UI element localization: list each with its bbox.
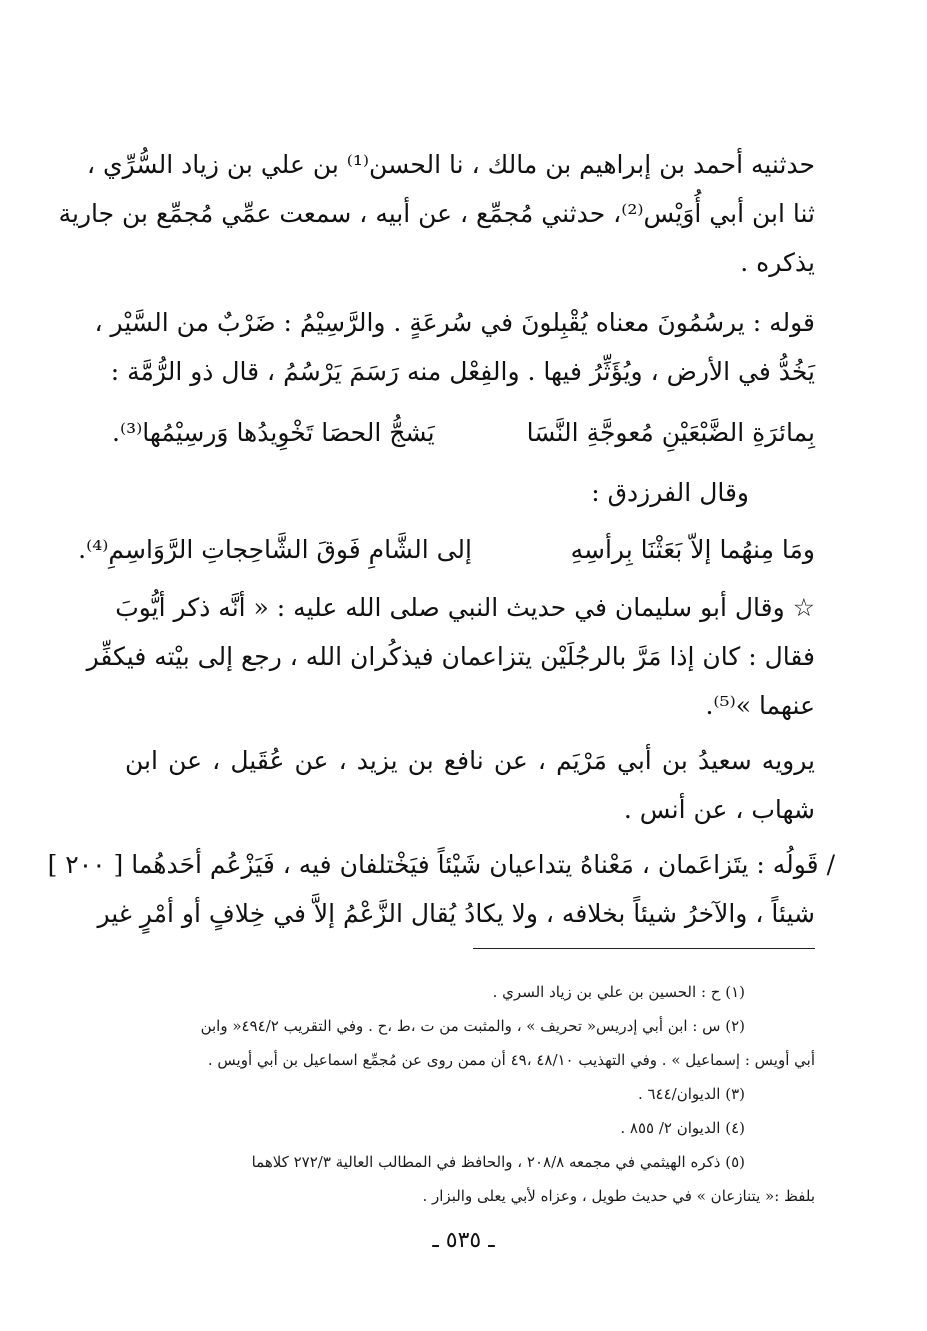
text-line: فقال : كان إذا مَرَّ بالرجُلَيْن يتزاعمان فيذكُران الله ، رجع إلى بيْته فيكفِّر xyxy=(86,642,815,671)
footnote-separator xyxy=(473,948,815,949)
farazdaq-intro: وقال الفرزدق : xyxy=(591,478,749,507)
text-line: يرويه سعيدُ بن أبي مَرْيَم ، عن نافع بن يزيد ، عن عُقَيل ، عن ابن xyxy=(125,746,815,775)
text-line: عنهما »⁽⁵⁾. xyxy=(705,691,815,720)
paragraph-ayyub-hadith xyxy=(86,593,815,723)
verse2-second-hemistich: إلى الشَّامِ فَوقَ الشَّاحِجاتِ الرَّوَاسِمِ⁽⁴⁾. xyxy=(78,535,472,564)
paragraph-yarsumun xyxy=(94,308,815,389)
footnote-2-continued: أبي أويس : إسماعيل » . وفي التهذيب ٤٨/١٠ ،٤٩ أن ممن روى عن مُجمِّع اسماعيل بن أبي أويس . xyxy=(207,1051,815,1069)
text-line: / قَولُه : يتَزاعَمان ، مَعْناهُ يتداعيان شَيْئاً فيَخْتلفان فيه ، فَيَزْعُم أحَدهُما [ ٢٠٠ ] xyxy=(47,850,835,879)
text-line: ثنا ابن أبي أُوَيْس⁽²⁾، حدثني مُجمِّع ، عن أبيه ، سمعت عمِّي مُجمِّع بن جارية xyxy=(58,199,815,228)
text-line: شيئاً ، والآخرُ شيئاً بخلافه ، ولا يكادُ يُقال الزَّعْمُ إلاَّ في خِلافٍ أو أمْرٍ غير xyxy=(97,899,815,928)
footnote-5-continued: بلفظ :« يتنازعان » في حديث طويل ، وعزاه لأبي يعلى والبزار . xyxy=(422,1187,815,1205)
page-number: ـ ٥٣٥ ـ xyxy=(432,1228,495,1253)
paragraph-narration xyxy=(125,748,815,827)
text-line: شهاب ، عن أنس . xyxy=(623,795,815,824)
verse2-first-hemistich: ومَا مِنهُما إلاّ بَعَثْنَا بِرأسِهِ xyxy=(570,535,815,564)
footnote-2: (٢) س : ابن أبي إدريس« تحريف » ، والمثبت من ت ،ط ،ح . وفي التقريب ٤٩٤/٢« وابن xyxy=(200,1017,745,1035)
text-line: حدثنيه أحمد بن إبراهيم بن مالك ، نا الحسن⁽¹⁾ بن علي بن زياد السُّرِّي ، xyxy=(86,150,815,179)
text-line: يَخُدُّ في الأرض ، ويُؤَثِّرُ فيها . والفِعْل منه رَسَمَ يَرْسُمُ ، قال ذو الرُّمَّة : xyxy=(110,357,815,386)
text-line: ☆ وقال أبو سليمان في حديث النبي صلى الله عليه : « أنَّه ذكر أيُّوبَ xyxy=(115,593,815,622)
footnote-4: (٤) الديوان ٢/ ٨٥٥ . xyxy=(620,1119,745,1137)
footnote-1: (١) ح : الحسين بن علي بن زياد السري . xyxy=(492,983,745,1001)
text-line: قوله : يرسُمُونَ معناه يُقْبِلونَ في سُرعَةٍ . والرَّسِيْمُ : ضَرْبٌ من السَّيْر ، xyxy=(94,308,815,337)
paragraph-yatazaaman xyxy=(47,850,835,931)
text-line: يذكره . xyxy=(740,248,815,277)
paragraph-hadith-chain xyxy=(58,150,815,280)
verse1-first-hemistich: بِمائرَةِ الضَّبْعَيْنِ مُعوجَّةِ النَّسَا xyxy=(526,418,815,447)
footnote-5: (٥) ذكره الهيثمي في مجمعه ٢٠٨/٨ ، والحافظ في المطالب العالية ٢٧٢/٣ كلاهما xyxy=(251,1153,745,1171)
footnote-3: (٣) الديوان/٦٤٤ . xyxy=(637,1085,745,1103)
verse1-second-hemistich: يَشجُّ الحصَا تَخْوِيدُها وَرسِيْمُها⁽³⁾. xyxy=(112,418,435,447)
